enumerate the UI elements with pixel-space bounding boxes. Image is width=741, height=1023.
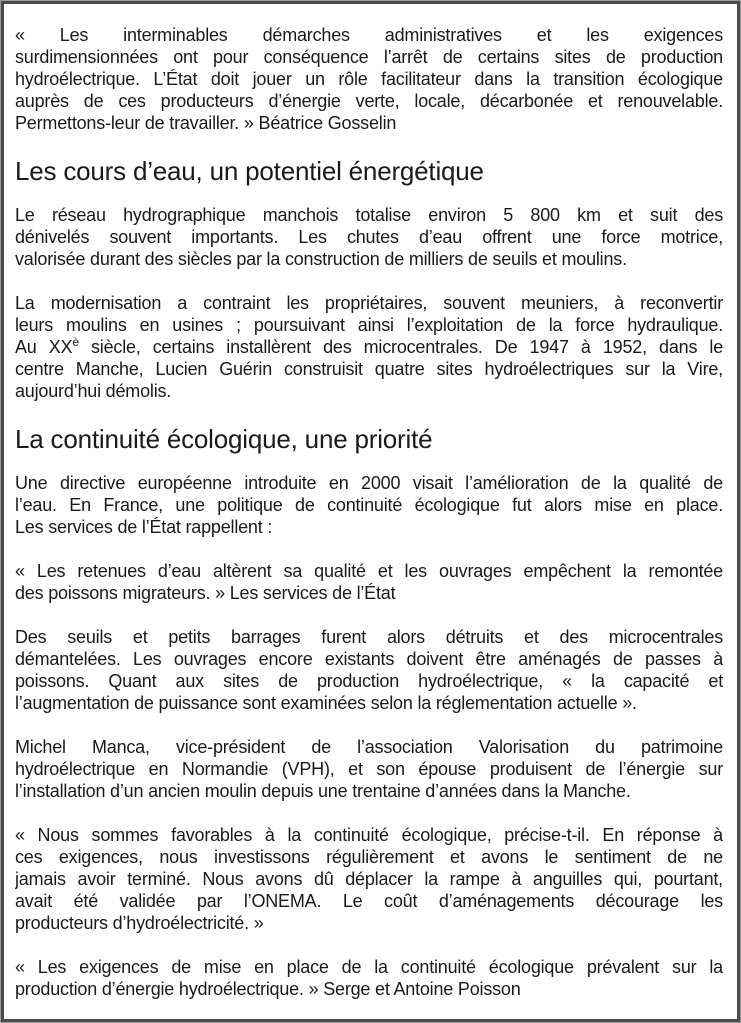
intro-quote-gosselin [15,24,723,134]
quote-manca [15,824,723,934]
quote-poisson [15,956,723,1000]
text-line: Michel Manca, vice-président de l’association Valorisation du patrimoine [15,737,723,757]
text-line: dénivelés souvent importants. Les chutes d’eau offrent une force motrice, [15,227,723,247]
para-reseau-hydrographique [15,204,723,270]
para-directive-europeenne [15,472,723,538]
text-line: « Les exigences de mise en place de la continuité écologique prévalent sur la [15,957,723,977]
text-line: Au $XX^è$ siècle, certains installèrent des microcentrales. De 1947 à 1952, dans le [15,336,723,357]
text-line: l’augmentation de puissance sont examinées selon la réglementation actuelle ». [15,693,637,713]
text-line: avait été validée par l’ONEMA. Le coût d’aménagements décourage les [15,891,723,911]
section-heading-continuite: La continuité écologique, une priorité [15,424,433,454]
text-line: hydroélectrique en Normandie (VPH), et son épouse produisent de l’énergie sur [15,759,723,779]
article-body [4,4,737,1000]
text-line: aujourd’hui démolis. [15,381,172,401]
text-line: hydroélectrique. L’État doit jouer un rôle facilitateur dans la transition écologique [15,69,723,89]
text-line: Les services de l’État rappellent : [15,517,273,537]
text-line: auprès de ces producteurs d’énergie verte, locale, décarbonée et renouvelable. [15,91,723,111]
text-line: des poissons migrateurs. » Les services de l’État [15,583,396,603]
quote-services-etat [15,560,723,604]
superscript: è [72,336,79,349]
text-line: valorisée durant des siècles par la construction de milliers de seuils et moulins. [15,249,627,269]
text-line: Des seuils et petits barrages furent alors détruits et des microcentrales [15,627,723,647]
text-line: « Les retenues d’eau altèrent sa qualité et les ouvrages empêchent la remontée [15,561,723,581]
text-line: leurs moulins en usines ; poursuivant ainsi l’exploitation de la force hydraulique. [15,315,723,335]
para-modernisation [15,292,723,402]
text-line: poissons. Quant aux sites de production hydroélectrique, « la capacité et [15,671,723,691]
para-seuils-barrages [15,626,723,714]
text-line: production d’énergie hydroélectrique. » Serge et Antoine Poisson [15,979,521,999]
text-line: jamais avoir terminé. Nous avons dû déplacer la rampe à anguilles qui, pourtant, [15,869,723,889]
section-heading-cours-eau: Les cours d’eau, un potentiel énergétique [15,156,484,186]
text-line: producteurs d’hydroélectricité. » [15,913,264,933]
text-line: « Les interminables démarches administratives et les exigences [15,25,723,45]
text-line: ces exigences, nous investissons régulièrement et avons le sentiment de ne [15,847,723,867]
text-line: centre Manche, Lucien Guérin construisit quatre sites hydroélectriques sur la Vire, [15,359,723,379]
text-line: l’eau. En France, une politique de continuité écologique fut alors mise en place. [15,495,723,515]
text-line: surdimensionnées ont pour conséquence l’arrêt de certains sites de production [15,47,723,67]
text-line: Le réseau hydrographique manchois totalise environ 5 800 km et suit des [15,205,723,225]
text-line: démantelées. Les ouvrages encore existants doivent être aménagés de passes à [15,649,723,669]
para-michel-manca [15,736,723,802]
text-line: Une directive européenne introduite en 2000 visait l’amélioration de la qualité de [15,473,723,493]
text-line: La modernisation a contraint les propriétaires, souvent meuniers, à reconvertir [15,293,723,313]
text-line: Permettons-leur de travailler. » Béatrice Gosselin [15,113,397,133]
text-line: « Nous sommes favorables à la continuité écologique, précise-t-il. En réponse à [15,825,723,845]
document-page [1,1,740,1022]
text-line: l’installation d’un ancien moulin depuis une trentaine d’années dans la Manche. [15,781,631,801]
